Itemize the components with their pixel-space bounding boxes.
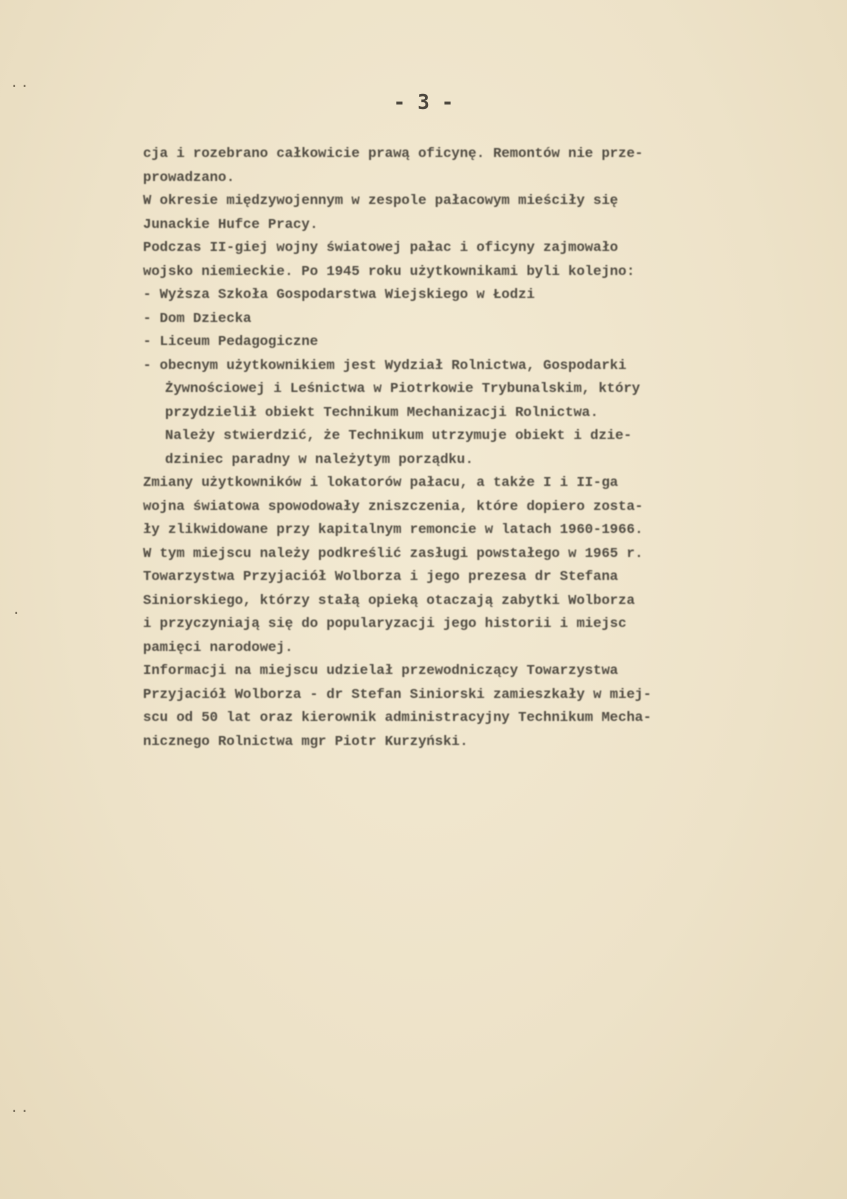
text-line: cja i rozebrano całkowicie prawą oficynę. Remontów nie prze-: [143, 146, 644, 162]
list-item-continuation: Należy stwierdzić, że Technikum utrzymuje obiekt i dzie-: [165, 428, 632, 444]
text-line: nicznego Rolnictwa mgr Piotr Kurzyński.: [143, 733, 469, 750]
text-line: Junackie Hufce Pracy.: [143, 216, 319, 233]
text-line: Siniorskiego, którzy stałą opieką otaczają zabytki Wolborza: [143, 592, 635, 609]
list-item: - Liceum Pedagogiczne: [143, 334, 319, 350]
list-item: - Dom Dziecka: [143, 310, 252, 327]
text-line: i przyczyniają się do popularyzacji jego historii i miejsc: [143, 616, 627, 632]
edge-mark-bottom-left: ..: [10, 1100, 31, 1116]
text-line: ły zlikwidowane przy kapitalnym remoncie w latach 1960-1966.: [143, 522, 644, 538]
text-line: prowadzano.: [143, 169, 235, 186]
list-item: - Wyższa Szkoła Gospodarstwa Wiejskiego w Łodzi: [143, 287, 535, 303]
list-item-continuation: Żywnościowej i Leśnictwa w Piotrkowie Trybunalskim, który: [165, 381, 641, 397]
text-line: Informacji na miejscu udzielał przewodniczący Towarzystwa: [143, 663, 619, 679]
page-number: - 3 -: [393, 90, 454, 114]
text-line: Towarzystwa Przyjaciół Wolborza i jego prezesa dr Stefana: [143, 569, 619, 585]
body-text: [143, 143, 793, 754]
list-item-continuation: dziniec paradny w należytym porządku.: [165, 451, 474, 468]
text-line: Zmiany użytkowników i lokatorów pałacu, a także I i II-ga: [143, 475, 619, 491]
text-line: W okresie międzywojennym w zespole pałacowym mieściły się: [143, 193, 619, 209]
text-line: Przyjaciół Wolborza - dr Stefan Siniorski zamieszkały w miej-: [143, 686, 652, 703]
list-item: - obecnym użytkownikiem jest Wydział Rolnictwa, Gospodarki: [143, 357, 627, 374]
text-line: pamięci narodowej.: [143, 639, 294, 656]
text-line: W tym miejscu należy podkreślić zasługi powstałego w 1965 r.: [143, 545, 644, 562]
text-line: scu od 50 lat oraz kierownik administracyjny Technikum Mecha-: [143, 710, 652, 726]
edge-mark-mid-left: .: [12, 602, 23, 618]
text-line: wojna światowa spowodowały zniszczenia, które dopiero zosta-: [143, 498, 644, 515]
edge-mark-top-left: ..: [10, 75, 31, 91]
list-item-continuation: przydzielił obiekt Technikum Mechanizacji Rolnictwa.: [165, 404, 599, 421]
text-line: Podczas II-giej wojny światowej pałac i oficyny zajmowało: [143, 240, 619, 256]
text-line: wojsko niemieckie. Po 1945 roku użytkownikami byli kolejno:: [143, 263, 635, 280]
